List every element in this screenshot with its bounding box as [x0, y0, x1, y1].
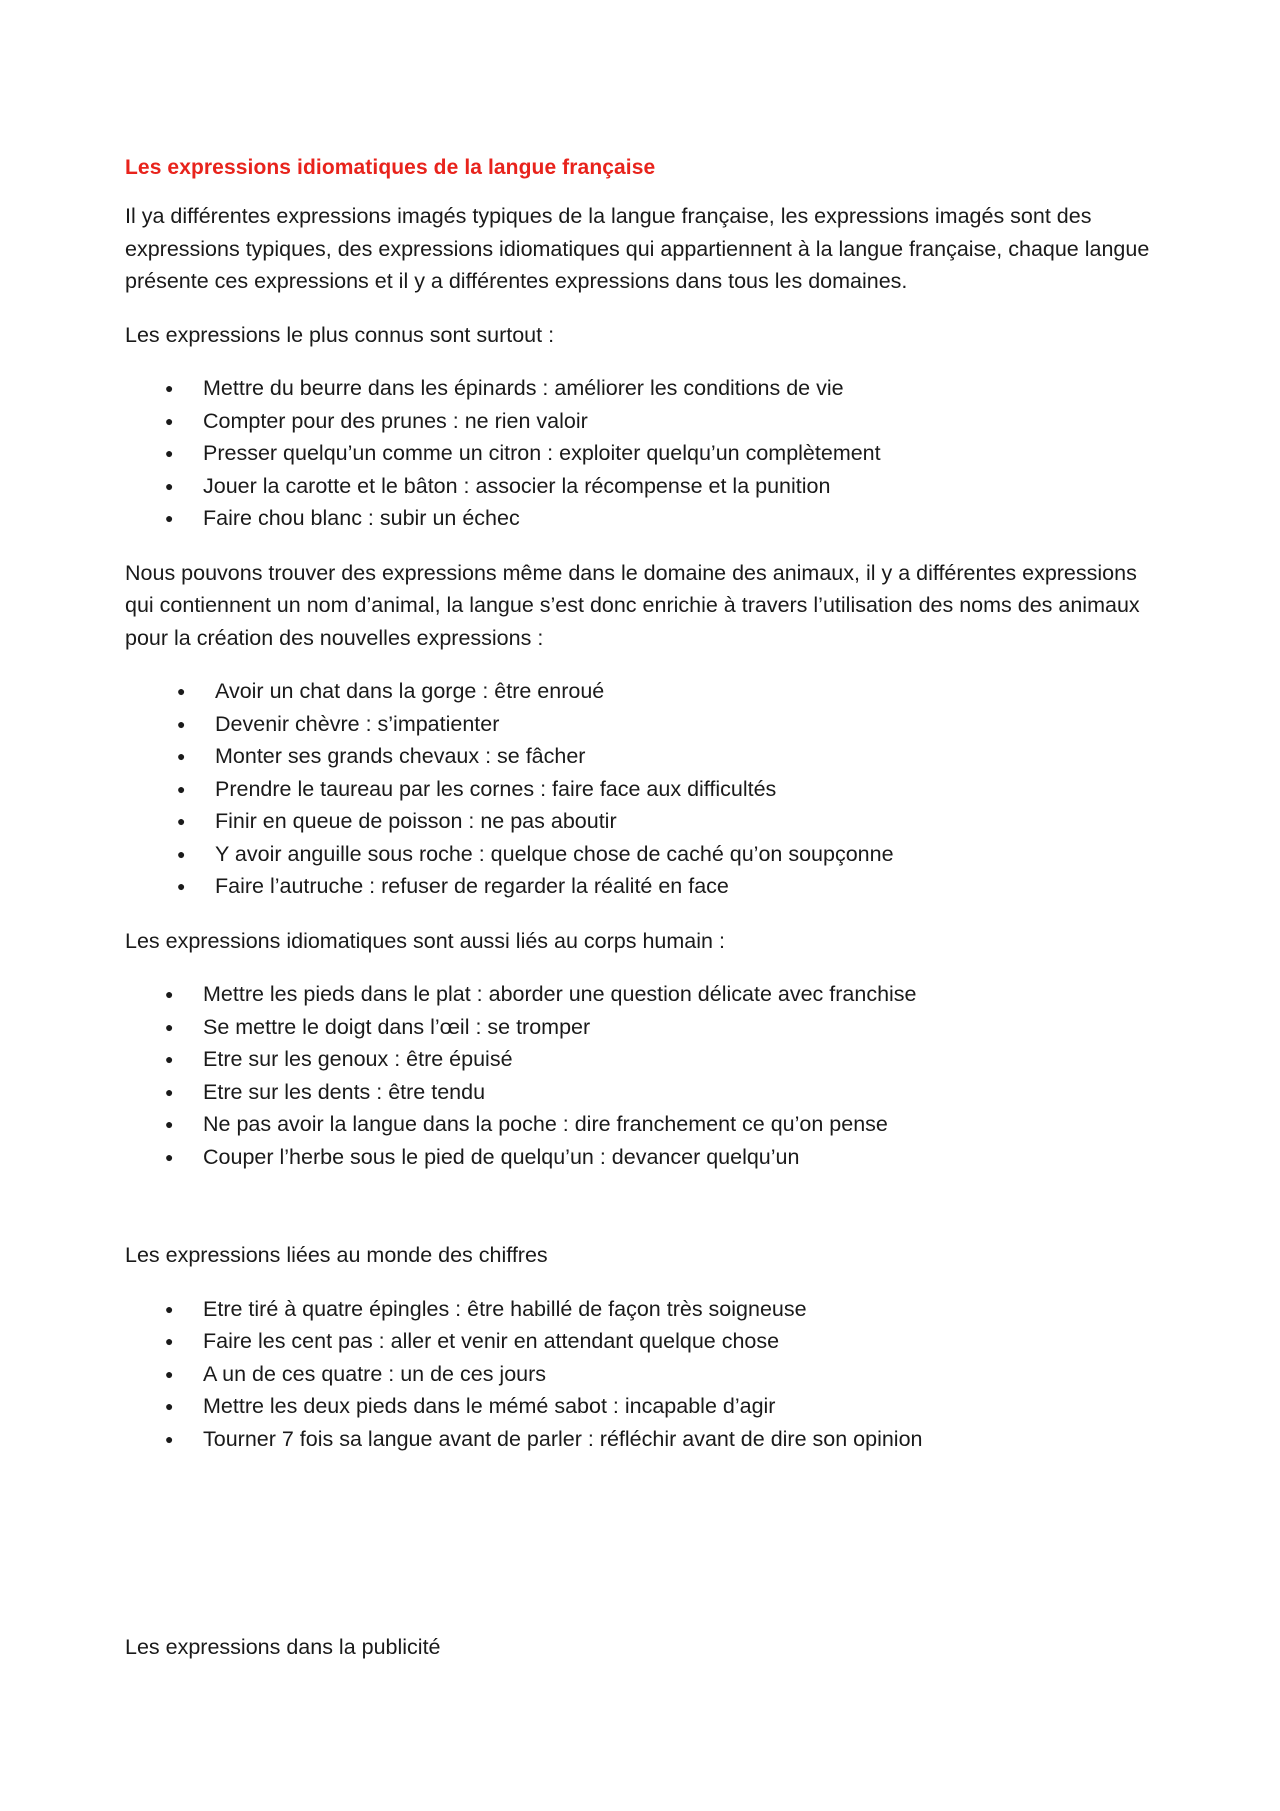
list-item-text: Mettre les pieds dans le plat : aborder une question délicate avec franchise	[203, 982, 917, 1006]
section-chiffres-heading: Les expressions liées au monde des chiffres	[125, 1243, 548, 1267]
section-publicite-heading: Les expressions dans la publicité	[125, 1635, 441, 1659]
bullet-icon: ●	[165, 380, 174, 396]
bullet-icon: ●	[165, 1300, 174, 1317]
section-connus-heading: Les expressions le plus connus sont surtout :	[125, 322, 555, 347]
bullet-icon: ●	[165, 1333, 174, 1349]
list-item-text: Prendre le taureau par les cornes : faire face aux difficultés	[215, 776, 777, 801]
list-item	[125, 1108, 1165, 1141]
document-page	[125, 152, 1165, 1685]
bullet-icon: ●	[165, 412, 174, 429]
bullet-icon: ●	[177, 845, 186, 862]
section-corps-list	[125, 978, 1165, 1173]
section-animaux-list	[125, 675, 1165, 903]
list-item	[125, 805, 1165, 838]
list-item-text: Mettre du beurre dans les épinards : améliorer les conditions de vie	[203, 376, 844, 400]
bullet-icon: ●	[177, 878, 186, 894]
blank-line	[125, 1195, 1165, 1239]
list-item-text: Se mettre le doigt dans l’œil : se tromper	[203, 1014, 591, 1039]
list-item	[125, 838, 1165, 871]
list-item	[125, 1011, 1165, 1044]
list-item-text: Finir en queue de poisson : ne pas aboutir	[215, 809, 617, 833]
list-item	[125, 708, 1165, 741]
list-item-text: Devenir chèvre : s’impatienter	[215, 711, 500, 736]
list-item-text: Jouer la carotte et le bâton : associer la récompense et la punition	[203, 473, 831, 498]
list-item	[125, 502, 1165, 535]
list-item	[125, 405, 1165, 438]
list-item	[125, 870, 1165, 903]
list-item-text: Faire chou blanc : subir un échec	[203, 506, 520, 530]
list-item	[125, 1141, 1165, 1174]
bullet-icon: ●	[165, 1148, 174, 1165]
bullet-icon: ●	[165, 1365, 174, 1382]
blank-lines	[125, 1477, 1165, 1631]
list-item-text: Couper l’herbe sous le pied de quelqu’un : devancer quelqu’un	[203, 1144, 800, 1169]
bullet-icon: ●	[177, 780, 186, 797]
list-item	[125, 978, 1165, 1011]
list-item	[125, 372, 1165, 405]
bullet-icon: ●	[177, 683, 186, 699]
section-chiffres-list	[125, 1293, 1165, 1456]
list-item-text: Mettre les deux pieds dans le mémé sabot : incapable d’agir	[203, 1394, 776, 1418]
bullet-icon: ●	[165, 477, 174, 494]
list-item	[125, 470, 1165, 503]
bullet-icon: ●	[165, 510, 174, 526]
bullet-icon: ●	[165, 1083, 174, 1100]
list-item	[125, 740, 1165, 773]
list-item-text: Avoir un chat dans la gorge : être enroué	[215, 679, 605, 703]
list-item	[125, 1293, 1165, 1326]
list-item	[125, 1076, 1165, 1109]
list-item	[125, 1325, 1165, 1358]
bullet-icon: ●	[177, 813, 186, 829]
list-item	[125, 1358, 1165, 1391]
bullet-icon: ●	[177, 748, 186, 764]
list-item-text: A un de ces quatre : un de ces jours	[203, 1361, 547, 1386]
bullet-icon: ●	[165, 445, 174, 461]
list-item-text: Tourner 7 fois sa langue avant de parler : réfléchir avant de dire son opinion	[203, 1426, 923, 1451]
bullet-icon: ●	[165, 1430, 174, 1447]
bullet-icon: ●	[165, 1018, 174, 1035]
bullet-icon: ●	[165, 986, 174, 1002]
document-title: Les expressions idiomatiques de la langue française	[125, 156, 656, 179]
list-item-text: Etre sur les dents : être tendu	[203, 1079, 486, 1104]
list-item-text: Etre tiré à quatre épingles : être habillé de façon très soigneuse	[203, 1296, 807, 1321]
list-item-text: Faire l’autruche : refuser de regarder la réalité en face	[215, 874, 729, 898]
list-item-text: Ne pas avoir la langue dans la poche : dire franchement ce qu’on pense	[203, 1112, 888, 1136]
list-item	[125, 773, 1165, 806]
list-item-text: Monter ses grands chevaux : se fâcher	[215, 744, 586, 768]
bullet-icon: ●	[165, 1116, 174, 1132]
section-corps-heading: Les expressions idiomatiques sont aussi liés au corps humain :	[125, 928, 725, 953]
list-item-text: Presser quelqu’un comme un citron : exploiter quelqu’un complètement	[203, 441, 881, 465]
bullet-icon: ●	[177, 715, 186, 732]
list-item-text: Etre sur les genoux : être épuisé	[203, 1047, 513, 1071]
intro-paragraph: Il ya différentes expressions imagés typiques de la langue française, les expressions imagés sont des expressions typiques, des expressions idiomatiques qui appartiennent à la langue française, chaque langue présente ces expressions et il y a différentes expressions dans tous les domaines.	[125, 204, 1150, 293]
list-item-text: Faire les cent pas : aller et venir en attendant quelque chose	[203, 1329, 780, 1353]
list-item-text: Y avoir anguille sous roche : quelque chose de caché qu’on soupçonne	[215, 841, 894, 866]
section-connus-list	[125, 372, 1165, 535]
list-item-text: Compter pour des prunes : ne rien valoir	[203, 408, 588, 433]
bullet-icon: ●	[165, 1051, 174, 1067]
list-item	[125, 1423, 1165, 1456]
list-item	[125, 675, 1165, 708]
list-item	[125, 1043, 1165, 1076]
bullet-icon: ●	[165, 1398, 174, 1414]
section-animaux-heading: Nous pouvons trouver des expressions même dans le domaine des animaux, il y a différentes expressions qui contiennent un nom d’animal, la langue s’est donc enrichie à travers l’utilisation des noms des animaux pour la création des nouvelles expressions :	[125, 560, 1140, 650]
list-item	[125, 437, 1165, 470]
list-item	[125, 1390, 1165, 1423]
